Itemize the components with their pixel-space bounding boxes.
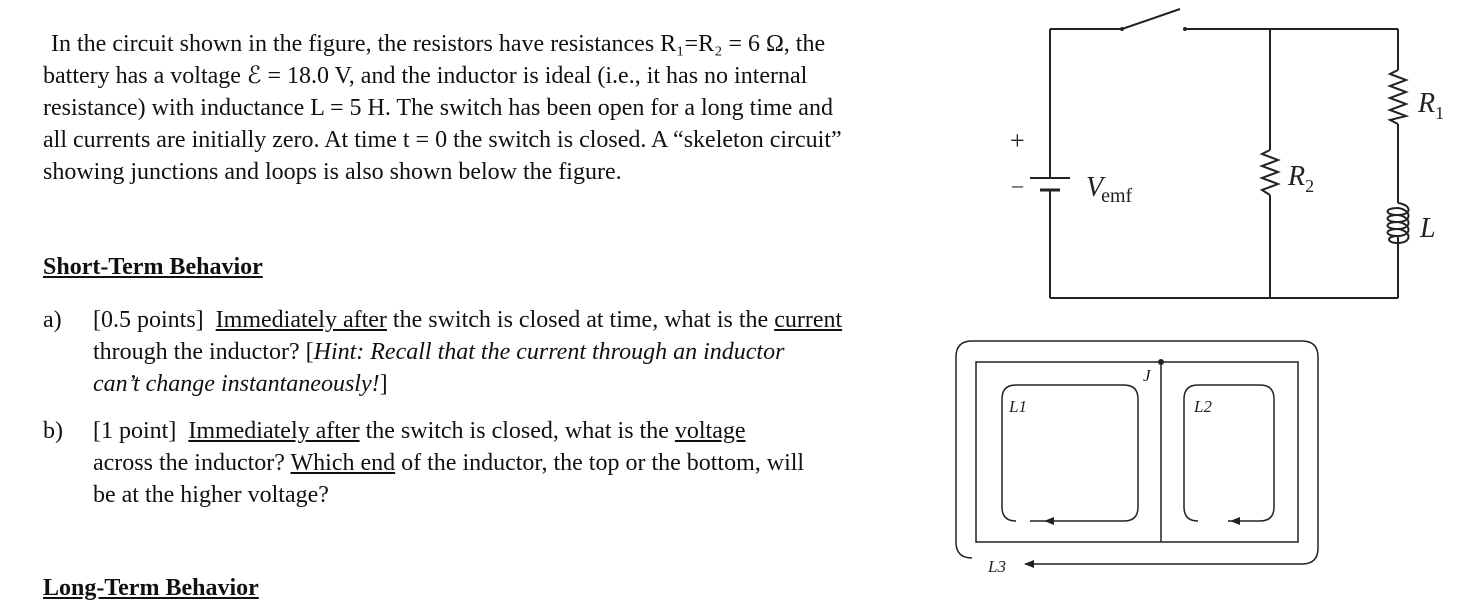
question-a-line-3-end: ] [379,371,388,397]
junction-label: J [1143,366,1151,385]
intro-line-4: all currents are initially zero. At time t = 0 the switch is closed. A “skeleton circuit” [43,127,842,153]
problem-intro [43,28,968,188]
intro-line-3: resistance) with inductance L = 5 H. The switch has been open for a long time and [43,95,833,121]
question-a-points: [0.5 points] [93,307,204,333]
r2-label: R [1288,161,1306,192]
short-term-heading: Short-Term Behavior [43,254,263,280]
r2-subscript: 2 [1305,176,1315,196]
skeleton-circuit [950,335,1330,585]
loop-l3-arrow-icon [1024,560,1034,568]
battery-plus-label: + [1010,126,1025,155]
question-a-marker: a) [43,307,62,333]
r1-subscript: 1 [1435,103,1445,123]
vemf-subscript: emf [1101,185,1133,207]
r1-label: R [1418,88,1436,119]
resistor-r1-icon [1390,70,1406,124]
long-term-heading: Long-Term Behavior [43,575,259,601]
inductor-label: L [1420,213,1436,244]
loop-l3-path [956,341,1318,564]
svg-text:Vemf [1086,172,1133,207]
question-b-emph-2: voltage [674,418,746,444]
inductor-icon [1388,203,1409,251]
battery-minus-label: – [1012,172,1023,197]
question-a-emph-2: current [774,307,843,333]
intro-line-1: In the circuit shown in the figure, the resistors have resistances R₁=R₂ = 6 Ω, the [51,31,826,57]
svg-text:R2 [1287,161,1314,196]
question-b-line-2-start: across the inductor? [93,450,291,476]
question-b-marker: b) [43,418,63,444]
battery-icon [1030,178,1070,203]
question-b-points: [1 point] [93,418,177,444]
question-b-line-3: be at the higher voltage? [93,482,329,508]
intro-line-2: battery has a voltage ℰ = 18.0 V, and the inductor is ideal (i.e., it has no internal [43,63,808,89]
question-a-hint: Hint: Recall that the current through an inductor [313,339,785,365]
loop-l1-label: L1 [1009,397,1027,416]
loop-l2-label: L2 [1194,397,1212,416]
resistor-r2-icon [1262,150,1278,195]
svg-text:R1 [1417,88,1444,123]
circuit-diagram [1000,0,1478,310]
question-a-line-2: through the inductor? [ [93,339,314,365]
loop-l1-arrow-icon [1044,517,1054,525]
question-b-line-2-end: of the inductor, the top or the bottom, will [395,450,805,476]
loop-l2-arrow-icon [1230,517,1240,525]
switch-icon [1120,9,1187,31]
loop-l3-label: L3 [988,557,1006,576]
junction-dot [1158,359,1164,365]
question-a-text-1: the switch is closed at time, what is the [386,307,775,333]
question-a-hint-end: can’t change instantaneously! [93,371,380,397]
question-b-emph-1: Immediately after [188,418,360,444]
question-a-emph-1: Immediately after [215,307,387,333]
question-b-text-1: the switch is closed, what is the [359,418,675,444]
intro-line-5: showing junctions and loops is also shown below the figure. [43,159,622,185]
vemf-label: V [1086,172,1104,203]
question-b-emph-3: Which end [290,450,396,476]
